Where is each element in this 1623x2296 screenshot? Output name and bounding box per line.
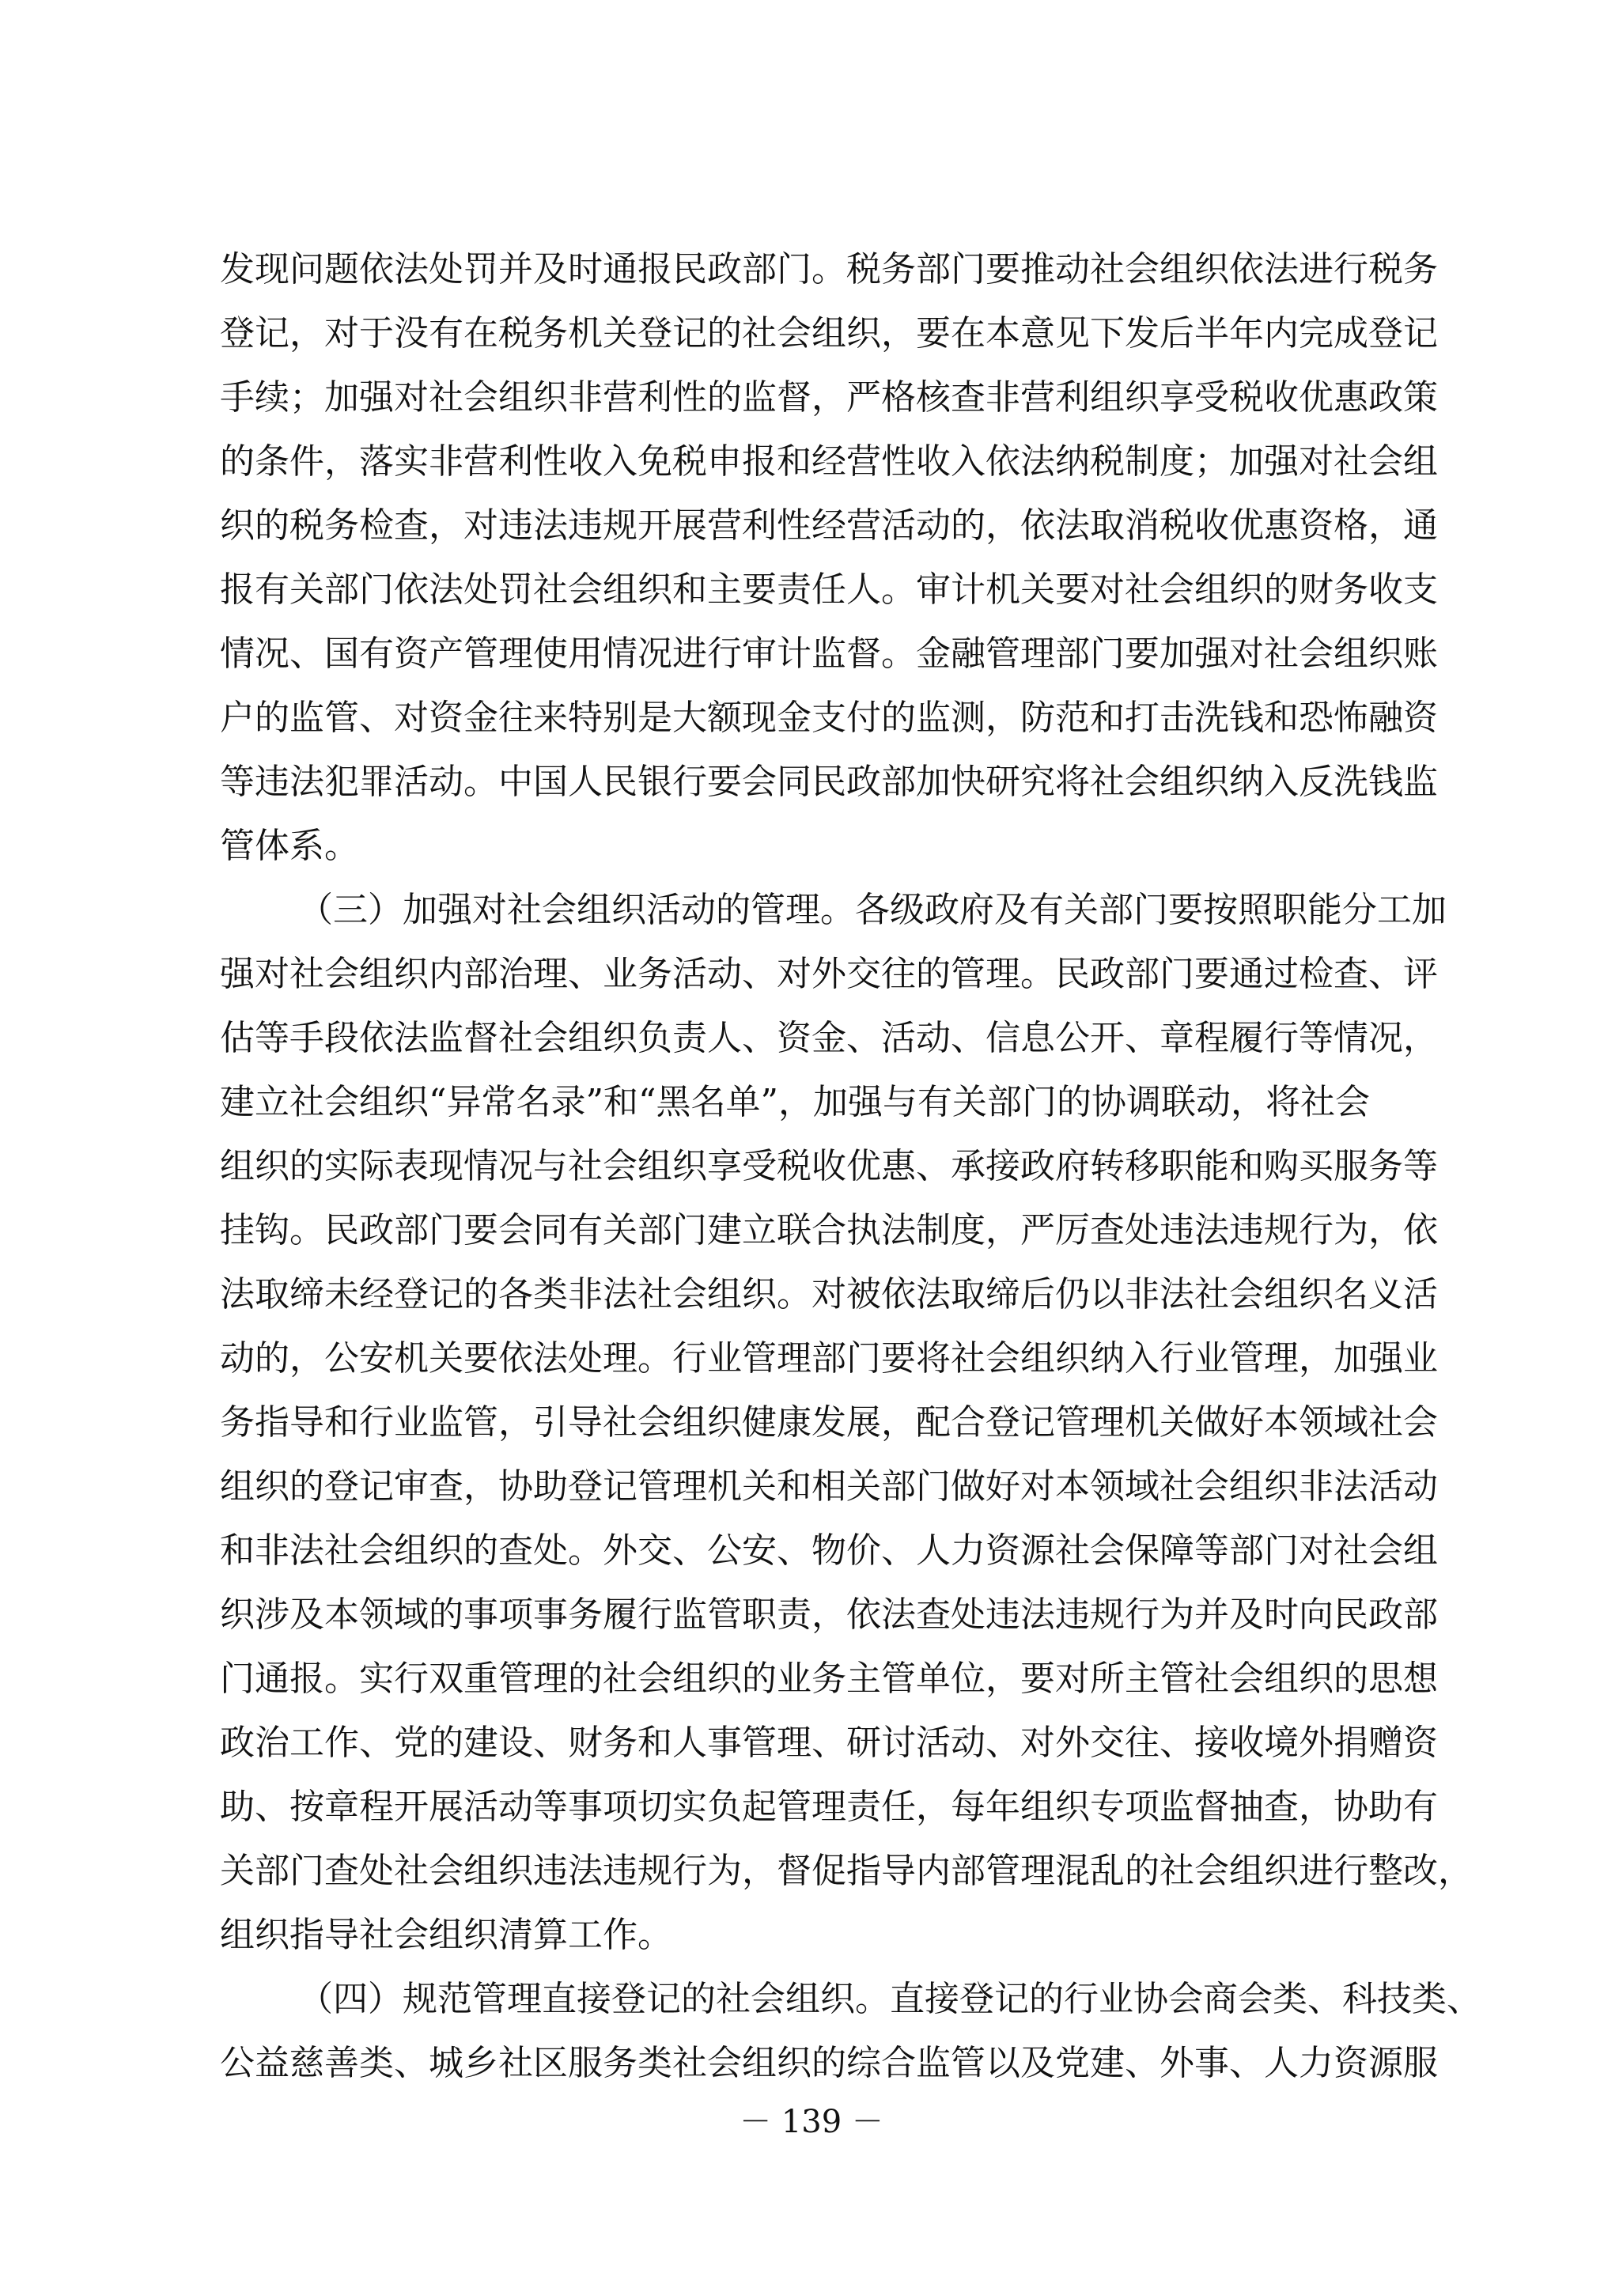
- text-line: 报有关部门依法处罚社会组织和主要责任人。审计机关要对社会组织的财务收支: [220, 569, 1438, 610]
- text-line: 情况、国有资产管理使用情况进行审计监督。金融管理部门要加强对社会组织账: [220, 634, 1438, 674]
- text-line: 发现问题依法处罚并及时通报民政部门。税务部门要推动社会组织依法进行税务: [220, 249, 1438, 289]
- text-line: 务指导和行业监管，引导社会组织健康发展，配合登记管理机关做好本领域社会: [220, 1402, 1438, 1443]
- text-line: 登记，对于没有在税务机关登记的社会组织，要在本意见下发后半年内完成登记: [220, 313, 1438, 354]
- text-line: 政治工作、党的建设、财务和人事管理、研讨活动、对外交往、接收境外捐赠资: [220, 1723, 1438, 1763]
- text-line: 法取缔未经登记的各类非法社会组织。对被依法取缔后仍以非法社会组织名义活: [220, 1274, 1438, 1314]
- page-number: － 139 －: [740, 2104, 883, 2140]
- text-line: 织的税务检查，对违法违规开展营利性经营活动的，依法取消税收优惠资格，通: [220, 505, 1438, 546]
- text-line: 挂钩。民政部门要会同有关部门建立联合执法制度，严厉查处违法违规行为，依: [220, 1210, 1438, 1250]
- text-line: 建立社会组织“异常名录”和“黑名单”，加强与有关部门的协调联动，将社会: [220, 1082, 1370, 1122]
- section-heading-line: （四）规范管理直接登记的社会组织。直接登记的行业协会商会类、科技类、: [298, 1979, 1481, 2019]
- text-line: 组织指导社会组织清算工作。: [220, 1915, 672, 1955]
- text-line: 和非法社会组织的查处。外交、公安、物价、人力资源社会保障等部门对社会组: [220, 1530, 1438, 1571]
- text-line: 动的，公安机关要依法处理。行业管理部门要将社会组织纳入行业管理，加强业: [220, 1338, 1438, 1379]
- text-line: 等违法犯罪活动。中国人民银行要会同民政部加快研究将社会组织纳入反洗钱监: [220, 762, 1438, 802]
- text-line: 助、按章程开展活动等事项切实负起管理责任，每年组织专项监督抽查，协助有: [220, 1787, 1438, 1827]
- text-line: 组织的登记审查，协助登记管理机关和相关部门做好对本领域社会组织非法活动: [220, 1466, 1438, 1507]
- text-line: 关部门查处社会组织违法违规行为，督促指导内部管理混乱的社会组织进行整改，: [220, 1851, 1473, 1891]
- text-line: 组织的实际表现情况与社会组织享受税收优惠、承接政府转移职能和购买服务等: [220, 1146, 1438, 1186]
- text-line: 强对社会组织内部治理、业务活动、对外交往的管理。民政部门要通过检查、评: [220, 954, 1438, 994]
- text-line: 的条件，落实非营利性收入免税申报和经营性收入依法纳税制度；加强对社会组: [220, 441, 1438, 482]
- text-line: 户的监管、对资金往来特别是大额现金支付的监测，防范和打击洗钱和恐怖融资: [220, 698, 1438, 738]
- text-line: 门通报。实行双重管理的社会组织的业务主管单位，要对所主管社会组织的思想: [220, 1659, 1438, 1699]
- text-line: 估等手段依法监督社会组织负责人、资金、活动、信息公开、章程履行等情况，: [220, 1018, 1438, 1058]
- text-line: 手续；加强对社会组织非营利性的监督，严格核查非营利组织享受税收优惠政策: [220, 377, 1438, 418]
- text-line: 公益慈善类、城乡社区服务类社会组织的综合监管以及党建、外事、人力资源服: [220, 2043, 1438, 2083]
- text-line: 管体系。: [220, 826, 359, 866]
- section-heading-line: （三）加强对社会组织活动的管理。各级政府及有关部门要按照职能分工加: [298, 890, 1447, 930]
- text-line: 织涉及本领域的事项事务履行监管职责，依法查处违法违规行为并及时向民政部: [220, 1594, 1438, 1635]
